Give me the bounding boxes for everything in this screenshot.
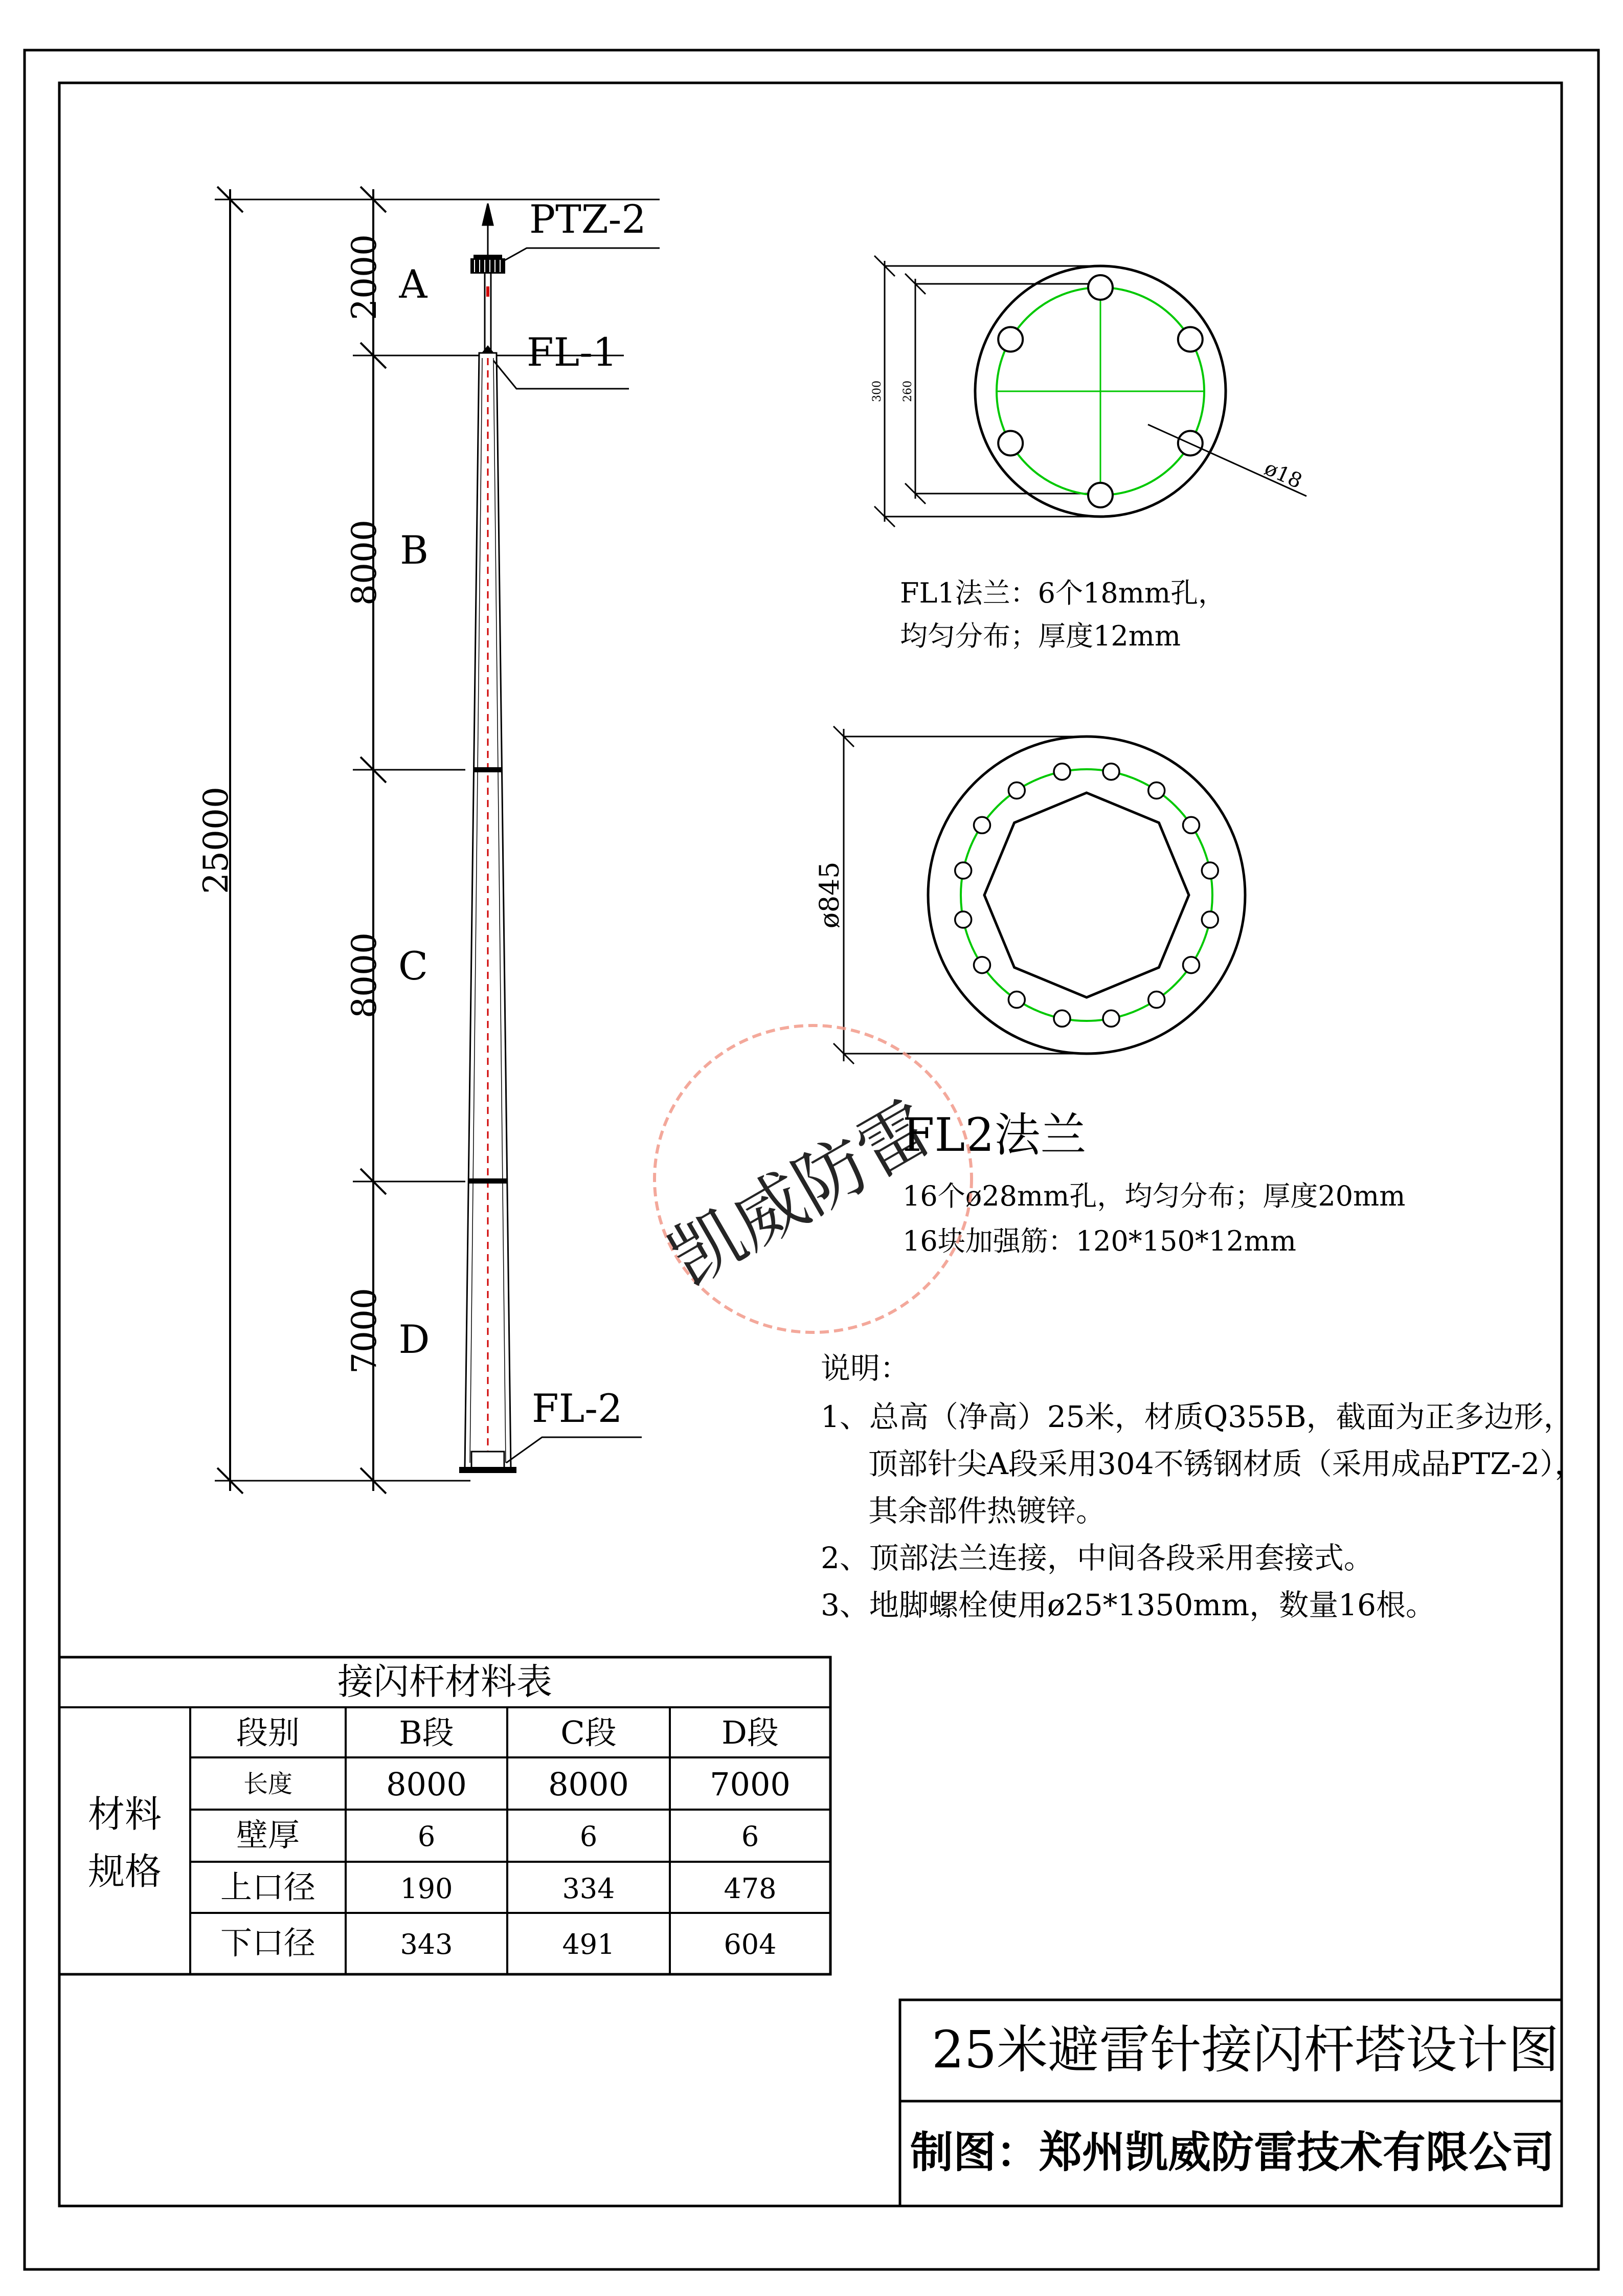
- table-row-top-diameter-label: 上口径: [220, 1868, 316, 1906]
- company-stamp: [655, 1026, 972, 1332]
- table-row-length-label: 长度: [243, 1770, 293, 1798]
- fl2-outer-ring: [928, 737, 1245, 1054]
- segment-b-length: 8000: [345, 520, 384, 606]
- fl2-bolt-circle: [961, 769, 1212, 1021]
- table-cell: 6: [741, 1820, 759, 1853]
- segment-c-length: 8000: [345, 932, 384, 1018]
- table-side-label-line2: 规格: [87, 1850, 162, 1893]
- drawing-maker: 制图：郑州凯威防雷技术有限公司: [910, 2127, 1555, 2177]
- segment-c-name: C: [398, 943, 429, 989]
- table-row-thickness-label: 壁厚: [236, 1816, 300, 1854]
- fl1-bolt-hole: [1088, 275, 1113, 300]
- table-title: 接闪杆材料表: [337, 1661, 552, 1703]
- table-cell: 7000: [710, 1766, 791, 1803]
- fl2-bolt-hole: [1054, 764, 1070, 780]
- fl1-bolt-hole: [998, 327, 1023, 352]
- table-header-b: B段: [399, 1714, 454, 1751]
- fl1-hole-label: ø18: [1260, 456, 1306, 494]
- fl1-bolt-hole: [1088, 483, 1113, 507]
- title-block: [900, 2000, 1562, 2206]
- fl1-flange-detail: [871, 256, 1306, 652]
- fl2-bolt-hole: [974, 817, 990, 833]
- fl2-bolt-hole: [955, 862, 972, 879]
- table-cell: 6: [579, 1820, 598, 1853]
- fl2-bolt-hole: [1183, 817, 1200, 833]
- fl2-diameter-label: ø845: [815, 861, 845, 929]
- fl2-bolt-hole: [1148, 783, 1165, 799]
- fl2-bolt-hole: [1202, 862, 1218, 879]
- table-header-d: D段: [722, 1714, 779, 1751]
- design-notes: [821, 1351, 1584, 1622]
- fl2-bolt-hole: [974, 957, 990, 973]
- material-table: [59, 1657, 830, 1974]
- note-line-1: 1、总高（净高）25米，材质Q355B，截面为正多边形，: [821, 1399, 1573, 1434]
- fl2-bolt-holes: [955, 764, 1219, 1027]
- table-cell: 343: [400, 1928, 453, 1960]
- segment-a-length: 2000: [345, 234, 384, 320]
- table-row-bottom-diameter-label: 下口径: [220, 1924, 316, 1961]
- table-cell: 6: [417, 1820, 436, 1853]
- fl2-bolt-hole: [1008, 783, 1025, 799]
- note-line-2: 顶部针尖A段采用304不锈钢材质（采用成品PTZ-2），: [868, 1446, 1585, 1481]
- fl1-bolt-hole: [998, 431, 1023, 456]
- table-cell: 190: [400, 1873, 453, 1905]
- note-line-5: 3、地脚螺栓使用ø25*1350mm，数量16根。: [821, 1588, 1436, 1622]
- ptz-2-leader: [504, 248, 660, 261]
- total-height-label: 25000: [196, 787, 236, 894]
- notes-heading: 说明：: [821, 1351, 910, 1386]
- segment-d-name: D: [398, 1317, 430, 1362]
- fl-2-leader: [506, 1437, 642, 1463]
- drawing-title: 25米避雷针接闪杆塔设计图: [932, 2020, 1560, 2080]
- stamp-text: 凯威防雷: [656, 1086, 946, 1302]
- fl1-caption-line1: FL1法兰：6个18mm孔，: [900, 577, 1226, 609]
- table-cell: 491: [562, 1928, 615, 1960]
- table-header-segment: 段别: [236, 1714, 300, 1751]
- table-cell: 8000: [548, 1766, 629, 1803]
- fl2-bolt-hole: [1103, 764, 1119, 780]
- fl2-caption-line1: 16个ø28mm孔，均匀分布；厚度20mm: [903, 1180, 1406, 1212]
- fl2-bolt-hole: [1054, 1010, 1070, 1027]
- fl2-bolt-hole: [1202, 911, 1218, 928]
- ptz-2-collector: [470, 255, 505, 274]
- fl1-bolt-hole: [1178, 327, 1203, 352]
- segment-a-name: A: [399, 261, 427, 307]
- fl2-bolt-hole: [1148, 992, 1165, 1008]
- table-cell: 8000: [386, 1766, 467, 1803]
- fl2-bolt-hole: [1183, 957, 1200, 973]
- note-line-3: 其余部件热镀锌。: [868, 1493, 1106, 1528]
- segment-d-length: 7000: [345, 1288, 384, 1374]
- fl2-bolt-hole: [1103, 1010, 1119, 1027]
- ptz-2-label: PTZ-2: [529, 196, 646, 242]
- fl2-bolt-hole: [1008, 992, 1025, 1008]
- note-line-4: 2、顶部法兰连接，中间各段采用套接式。: [821, 1541, 1373, 1575]
- fl1-caption-line2: 均匀分布；厚度12mm: [900, 620, 1181, 652]
- fl2-octagonal-opening: [984, 793, 1189, 997]
- fl2-caption-line2: 16块加强筋：120*150*12mm: [903, 1225, 1296, 1257]
- needle-tip: [483, 204, 493, 353]
- segment-b-name: B: [400, 527, 429, 573]
- dimension-extension-lines: [215, 199, 660, 1481]
- fl1-outer-dimension: 300: [871, 381, 884, 402]
- table-header-c: C段: [560, 1714, 617, 1751]
- table-cell: 334: [562, 1873, 615, 1905]
- fl2-title: FL2法兰: [903, 1108, 1087, 1162]
- fl-2-label: FL-2: [532, 1386, 623, 1431]
- fl1-pitch-dimension: 260: [901, 381, 914, 402]
- fl-1-label: FL-1: [527, 329, 618, 375]
- fl2-bolt-hole: [955, 911, 972, 928]
- table-side-label-line1: 材料: [87, 1793, 162, 1836]
- table-cell: 604: [724, 1928, 777, 1960]
- pole-elevation: [196, 187, 660, 1493]
- table-cell: 478: [724, 1873, 777, 1905]
